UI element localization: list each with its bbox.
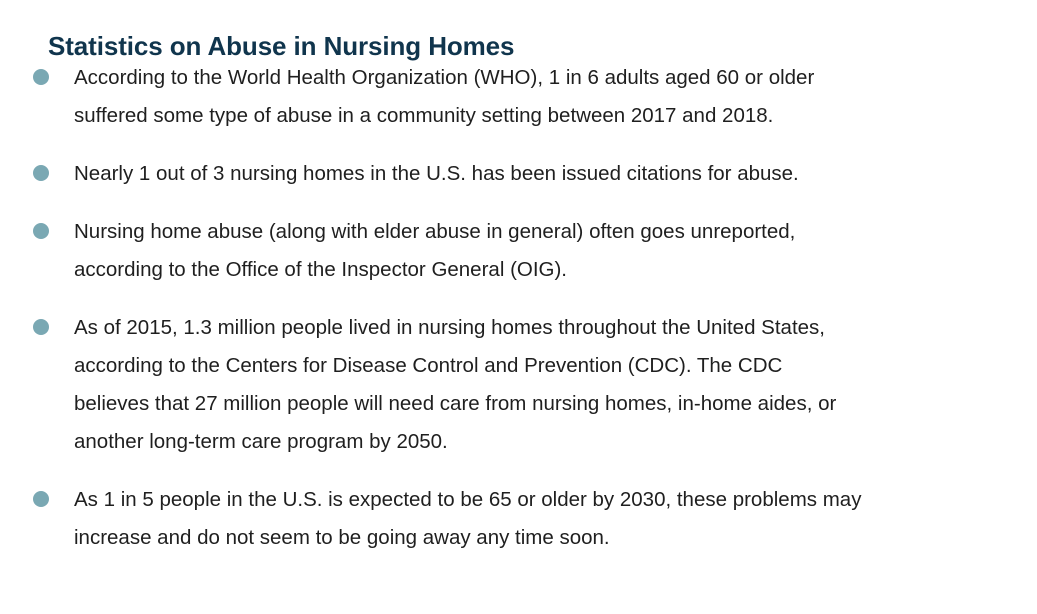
bullet-dot-icon — [33, 223, 49, 239]
list-item — [33, 213, 863, 289]
article-section — [48, 29, 948, 63]
list-item-text: As 1 in 5 people in the U.S. is expected to be 65 or older by 2030, these problems may increase and do not seem to be going away any time soon. — [74, 488, 862, 549]
list-item — [33, 309, 863, 461]
list-item — [33, 481, 863, 557]
statistics-list — [33, 59, 863, 577]
list-item-text: Nearly 1 out of 3 nursing homes in the U.S. has been issued citations for abuse. — [74, 162, 799, 185]
list-item-text: According to the World Health Organization (WHO), 1 in 6 adults aged 60 or older suffered some type of abuse in a community setting between 2017 and 2018. — [74, 66, 815, 127]
bullet-dot-icon — [33, 491, 49, 507]
bullet-dot-icon — [33, 69, 49, 85]
list-item — [33, 59, 863, 135]
list-item — [33, 155, 863, 193]
list-item-text: As of 2015, 1.3 million people lived in nursing homes throughout the United States, according to the Centers for Disease Control and Prevention (CDC). The CDC believes that 27 million people will need care from nursing homes, in-home aides, or another long-term care program by 2050. — [74, 316, 837, 453]
list-item-text: Nursing home abuse (along with elder abuse in general) often goes unreported, according to the Office of the Inspector General (OIG). — [74, 220, 796, 281]
bullet-dot-icon — [33, 319, 49, 335]
section-heading: Statistics on Abuse in Nursing Homes — [48, 31, 515, 61]
bullet-dot-icon — [33, 165, 49, 181]
